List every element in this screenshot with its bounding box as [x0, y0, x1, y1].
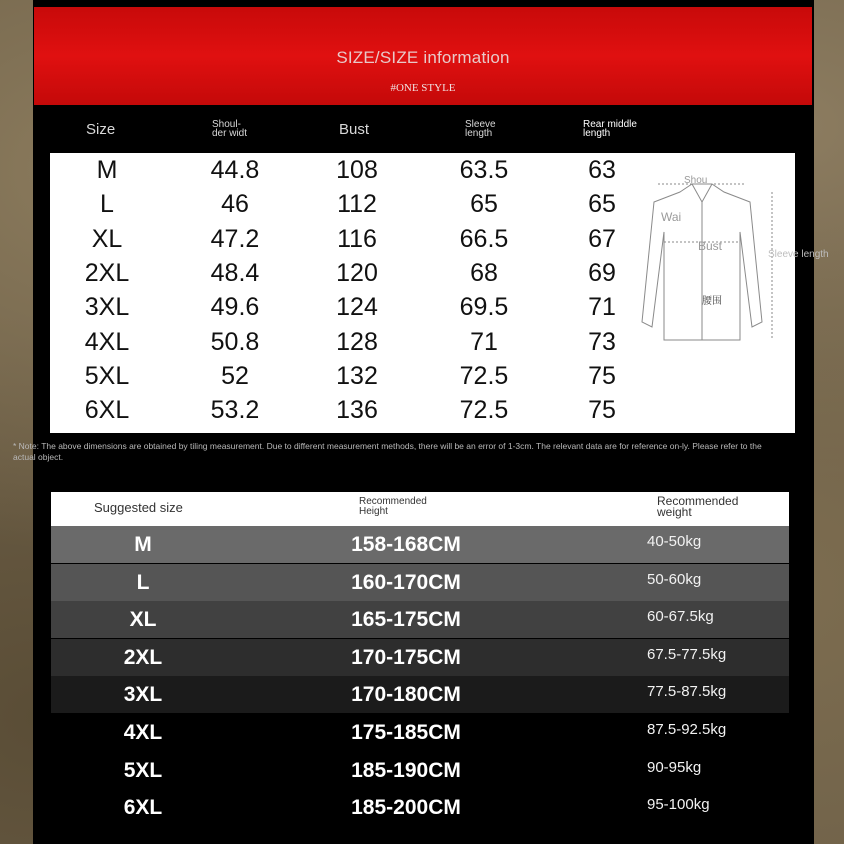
diagram-hem-label: 腰围 [702, 296, 722, 307]
table-row [51, 526, 789, 563]
suggested-height: 170-180CM [351, 683, 461, 707]
size-cell-size: M [96, 156, 118, 184]
header-rear: Rear middle length [583, 119, 637, 139]
size-cell-bust: 128 [336, 327, 378, 356]
header-banner [34, 7, 812, 105]
size-cell-rear: 65 [588, 190, 616, 219]
suggested-size: XL [129, 608, 157, 632]
size-cell-sleeve: 63.5 [459, 156, 509, 184]
suggested-weight: 50-60kg [647, 570, 702, 588]
suggested-height: 160-170CM [351, 570, 461, 594]
size-cell-bust: 132 [336, 361, 378, 390]
suggested-weight: 90-95kg [647, 758, 702, 776]
diagram-sleeve-label: Sleeve length [768, 249, 829, 260]
diagram-shoulder-label: Shou [684, 175, 708, 186]
suggested-weight: 67.5-77.5kg [647, 645, 727, 663]
size-cell-rear: 69 [588, 258, 616, 287]
size-cell-rear: 67 [588, 224, 616, 253]
diagram-bust-label: Bust [698, 239, 723, 253]
header-bust: Bust [339, 121, 370, 138]
table-row [51, 676, 789, 713]
suggested-size: L [136, 570, 150, 594]
table-row [51, 752, 789, 789]
size-cell-size: XL [91, 224, 123, 253]
size-cell-sleeve: 69.5 [459, 293, 509, 322]
size-cell-bust: 120 [336, 258, 378, 287]
suggested-size: 2XL [123, 645, 163, 669]
header-shoulder: Shoul- der widt [212, 119, 248, 139]
suggested-height: 185-200CM [351, 796, 461, 820]
suggested-height: 170-175CM [351, 645, 461, 669]
table-row [51, 714, 789, 751]
size-cell-bust: 112 [337, 190, 377, 219]
size-cell-rear: 73 [588, 327, 616, 356]
size-cell-bust: 108 [336, 156, 378, 184]
suggested-weight: 77.5-87.5kg [647, 683, 727, 701]
size-cell-sleeve: 68 [470, 258, 498, 287]
header-size: Size [86, 121, 116, 138]
size-cell-bust: 116 [337, 224, 377, 253]
suggested-size: 4XL [123, 721, 163, 744]
suggested-height: 185-190CM [351, 758, 461, 782]
table-row [51, 639, 789, 676]
size-cell-rear: 63 [588, 156, 616, 184]
suggested-height: 158-168CM [351, 533, 461, 556]
header-suggested-size: Suggested size [94, 500, 183, 515]
size-cell-sleeve: 66.5 [459, 224, 509, 253]
size-cell-rear: 75 [588, 361, 616, 390]
size-cell-size: 2XL [84, 258, 130, 287]
diagram-waist-label: Wai [661, 210, 682, 224]
table-row [51, 564, 789, 601]
size-cell-shoulder: 50.8 [210, 327, 260, 356]
size-cell-sleeve: 72.5 [459, 361, 509, 390]
suggested-size: M [134, 533, 152, 556]
suggested-size: 3XL [123, 683, 163, 707]
header-sleeve: Sleeve length [465, 119, 496, 139]
table-row [51, 789, 789, 826]
size-cell-bust: 124 [336, 293, 378, 322]
size-cell-rear: 71 [588, 293, 616, 322]
shirt-diagram [622, 172, 782, 347]
size-cell-sleeve: 65 [470, 190, 498, 219]
size-cell-rear: 75 [588, 396, 616, 425]
suggested-table-header [51, 492, 789, 526]
size-cell-shoulder: 46 [221, 190, 249, 219]
suggested-weight: 95-100kg [647, 796, 710, 814]
page-title: SIZE/SIZE information [336, 48, 510, 67]
size-cell-shoulder: 53.2 [210, 396, 260, 425]
size-cell-size: 4XL [84, 327, 130, 356]
size-cell-size: 6XL [84, 396, 130, 425]
measurement-note: * Note: The above dimensions are obtained by tiling measurement. Due to different measurement methods, there will be an error of 1-3cm. The relevant data are for reference on-ly. Please refer to the actual object. [13, 441, 762, 462]
size-cell-size: L [100, 190, 114, 219]
size-cell-shoulder: 48.4 [210, 258, 260, 287]
suggested-weight: 40-50kg [647, 533, 702, 550]
suggested-size: 6XL [123, 796, 163, 820]
size-cell-sleeve: 71 [470, 327, 498, 356]
table-row [51, 601, 789, 638]
header-recommended-weight: Recommended weight [657, 494, 739, 519]
size-cell-size: 3XL [84, 293, 130, 322]
size-cell-shoulder: 49.6 [210, 293, 260, 322]
size-cell-sleeve: 72.5 [459, 396, 509, 425]
suggested-size: 5XL [123, 758, 163, 782]
size-cell-shoulder: 47.2 [210, 224, 260, 253]
size-cell-shoulder: 44.8 [210, 156, 260, 184]
size-cell-size: 5XL [84, 361, 130, 390]
suggested-weight: 60-67.5kg [647, 608, 714, 626]
header-recommended-height: Recommended Height [359, 496, 427, 517]
suggested-height: 175-185CM [351, 721, 461, 744]
size-cell-bust: 136 [336, 396, 378, 425]
suggested-height: 165-175CM [351, 608, 461, 632]
size-cell-shoulder: 52 [221, 361, 249, 390]
suggested-weight: 87.5-92.5kg [647, 721, 727, 738]
page-subtitle: #ONE STYLE [390, 82, 456, 94]
